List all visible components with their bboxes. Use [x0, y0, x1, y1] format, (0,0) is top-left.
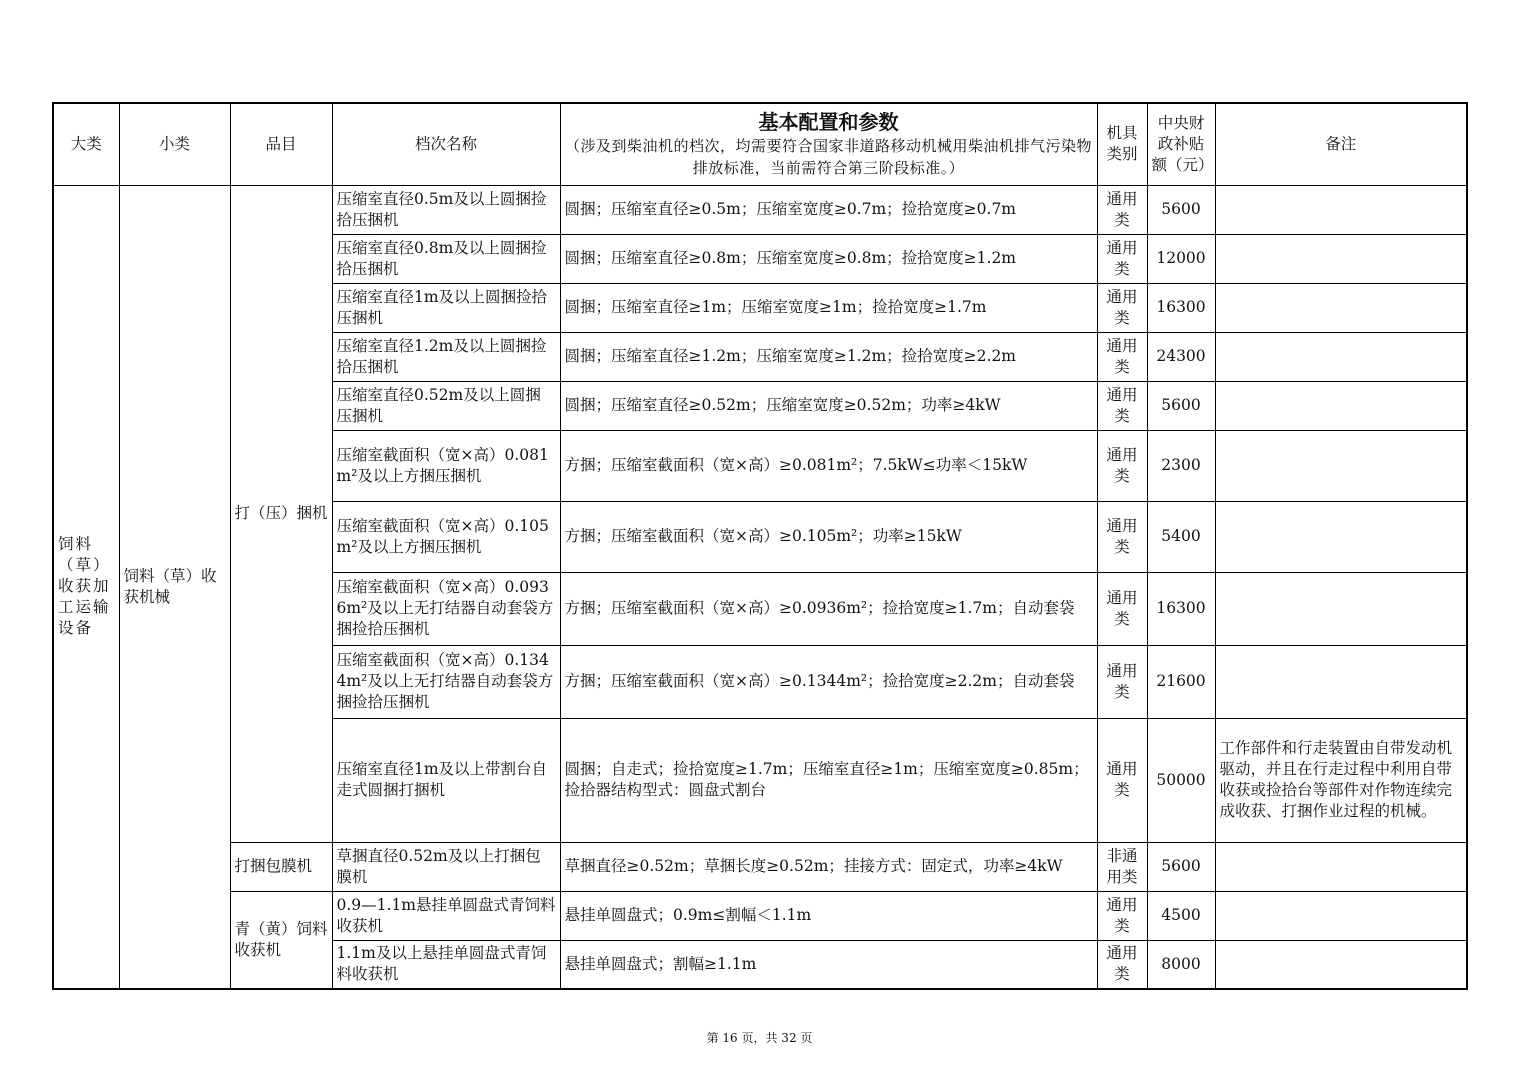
machine-type-cell: 通用类: [1097, 283, 1147, 332]
grade-name-cell: 压缩室截面积（宽×高）0.1344m²及以上无打结器自动套袋方捆捡拾压捆机: [332, 645, 560, 718]
table-row: [53, 185, 1467, 234]
header-minor-category: 小类: [119, 103, 230, 185]
remark-cell: [1215, 332, 1467, 381]
grade-name-cell: 压缩室截面积（宽×高）0.105m²及以上方捆压捆机: [332, 501, 560, 572]
config-cell: 圆捆；压缩室直径≥1.2m；压缩室宽度≥1.2m；捡拾宽度≥2.2m: [560, 332, 1097, 381]
config-cell: 草捆直径≥0.52m；草捆长度≥0.52m；挂接方式：固定式，功率≥4kW: [560, 842, 1097, 891]
machine-type-cell: 通用类: [1097, 501, 1147, 572]
subsidy-cell: 12000: [1147, 234, 1215, 283]
subsidy-cell: 5600: [1147, 185, 1215, 234]
subsidy-cell: 5600: [1147, 842, 1215, 891]
grade-name-cell: 压缩室直径1m及以上圆捆捡拾压捆机: [332, 283, 560, 332]
config-cell: 悬挂单圆盘式；0.9m≤割幅＜1.1m: [560, 891, 1097, 940]
config-cell: 圆捆；压缩室直径≥0.5m；压缩室宽度≥0.7m；捡拾宽度≥0.7m: [560, 185, 1097, 234]
item-baler-cell: 打（压）捆机: [230, 185, 332, 842]
config-cell: 圆捆；压缩室直径≥0.52m；压缩室宽度≥0.52m；功率≥4kW: [560, 381, 1097, 430]
page-footer: 第 16 页，共 32 页: [706, 1031, 813, 1045]
remark-cell: [1215, 430, 1467, 501]
grade-name-cell: 压缩室直径0.8m及以上圆捆捡拾压捆机: [332, 234, 560, 283]
subsidy-cell: 50000: [1147, 718, 1215, 842]
header-config-note: （涉及到柴油机的档次，均需要符合国家非道路移动机械用柴油机排气污染物排放标准，当前需符合第三阶段标准。）: [564, 137, 1092, 178]
grade-name-cell: 压缩室截面积（宽×高）0.081m²及以上方捆压捆机: [332, 430, 560, 501]
machine-type-cell: 通用类: [1097, 185, 1147, 234]
subsidy-cell: 4500: [1147, 891, 1215, 940]
grade-name-cell: 压缩室截面积（宽×高）0.0936m²及以上无打结器自动套袋方捆捡拾压捆机: [332, 572, 560, 645]
remark-cell: [1215, 381, 1467, 430]
config-cell: 悬挂单圆盘式；割幅≥1.1m: [560, 940, 1097, 989]
machine-type-cell: 通用类: [1097, 430, 1147, 501]
remark-cell: [1215, 572, 1467, 645]
subsidy-cell: 5600: [1147, 381, 1215, 430]
machine-type-cell: 通用类: [1097, 332, 1147, 381]
config-cell: 方捆；压缩室截面积（宽×高）≥0.0936m²；捡拾宽度≥1.7m；自动套袋: [560, 572, 1097, 645]
subsidy-cell: 21600: [1147, 645, 1215, 718]
config-cell: 方捆；压缩室截面积（宽×高）≥0.1344m²；捡拾宽度≥2.2m；自动套袋: [560, 645, 1097, 718]
machine-type-cell: 通用类: [1097, 572, 1147, 645]
remark-cell: 工作部件和行走装置由自带发动机驱动，并且在行走过程中利用自带收获或捡拾台等部件对作物连续完成收获、打捆作业过程的机械。: [1215, 718, 1467, 842]
config-cell: 圆捆；压缩室直径≥0.8m；压缩室宽度≥0.8m；捡拾宽度≥1.2m: [560, 234, 1097, 283]
grade-name-cell: 压缩室直径1m及以上带割台自走式圆捆打捆机: [332, 718, 560, 842]
machine-type-cell: 通用类: [1097, 234, 1147, 283]
machine-type-cell: 非通用类: [1097, 842, 1147, 891]
header-remarks: 备注: [1215, 103, 1467, 185]
grade-name-cell: 压缩室直径1.2m及以上圆捆捡拾压捆机: [332, 332, 560, 381]
remark-cell: [1215, 940, 1467, 989]
item-forage-harvester-cell: 青（黄）饲料收获机: [230, 891, 332, 989]
item-wrap-baler-cell: 打捆包膜机: [230, 842, 332, 891]
grade-name-cell: 压缩室直径0.5m及以上圆捆捡拾压捆机: [332, 185, 560, 234]
remark-cell: [1215, 501, 1467, 572]
machine-type-cell: 通用类: [1097, 381, 1147, 430]
remark-cell: [1215, 185, 1467, 234]
header-subsidy: 中央财政补贴额（元）: [1147, 103, 1215, 185]
config-cell: 方捆；压缩室截面积（宽×高）≥0.081m²；7.5kW≤功率＜15kW: [560, 430, 1097, 501]
table-row: [53, 842, 1467, 891]
remark-cell: [1215, 234, 1467, 283]
grade-name-cell: 1.1m及以上悬挂单圆盘式青饲料收获机: [332, 940, 560, 989]
subsidy-cell: 16300: [1147, 572, 1215, 645]
header-machine-type: 机具类别: [1097, 103, 1147, 185]
subsidy-cell: 8000: [1147, 940, 1215, 989]
header-grade-name: 档次名称: [332, 103, 560, 185]
grade-name-cell: 压缩室直径0.52m及以上圆捆压捆机: [332, 381, 560, 430]
table-header-row: [53, 103, 1467, 185]
config-cell: 圆捆；压缩室直径≥1m；压缩室宽度≥1m；捡拾宽度≥1.7m: [560, 283, 1097, 332]
header-config: [560, 103, 1097, 185]
remark-cell: [1215, 645, 1467, 718]
remark-cell: [1215, 842, 1467, 891]
subsidy-cell: 16300: [1147, 283, 1215, 332]
config-cell: 圆捆；自走式；捡拾宽度≥1.7m；压缩室直径≥1m；压缩室宽度≥0.85m；捡拾器结构型式：圆盘式割台: [560, 718, 1097, 842]
grade-name-cell: 0.9—1.1m悬挂单圆盘式青饲料收获机: [332, 891, 560, 940]
subsidy-cell: 5400: [1147, 501, 1215, 572]
table-row: [53, 891, 1467, 940]
grade-name-cell: 草捆直径0.52m及以上打捆包膜机: [332, 842, 560, 891]
remark-cell: [1215, 891, 1467, 940]
machine-type-cell: 通用类: [1097, 718, 1147, 842]
machine-type-cell: 通用类: [1097, 645, 1147, 718]
major-category-cell: 饲料（草）收获加工运输设备: [53, 185, 119, 989]
header-item: 品目: [230, 103, 332, 185]
subsidy-table: [52, 102, 1468, 990]
header-major-category: 大类: [53, 103, 119, 185]
machine-type-cell: 通用类: [1097, 940, 1147, 989]
subsidy-cell: 2300: [1147, 430, 1215, 501]
remark-cell: [1215, 283, 1467, 332]
header-config-title: 基本配置和参数: [758, 110, 899, 135]
minor-category-cell: 饲料（草）收获机械: [119, 185, 230, 989]
machine-type-cell: 通用类: [1097, 891, 1147, 940]
config-cell: 方捆；压缩室截面积（宽×高）≥0.105m²；功率≥15kW: [560, 501, 1097, 572]
subsidy-cell: 24300: [1147, 332, 1215, 381]
